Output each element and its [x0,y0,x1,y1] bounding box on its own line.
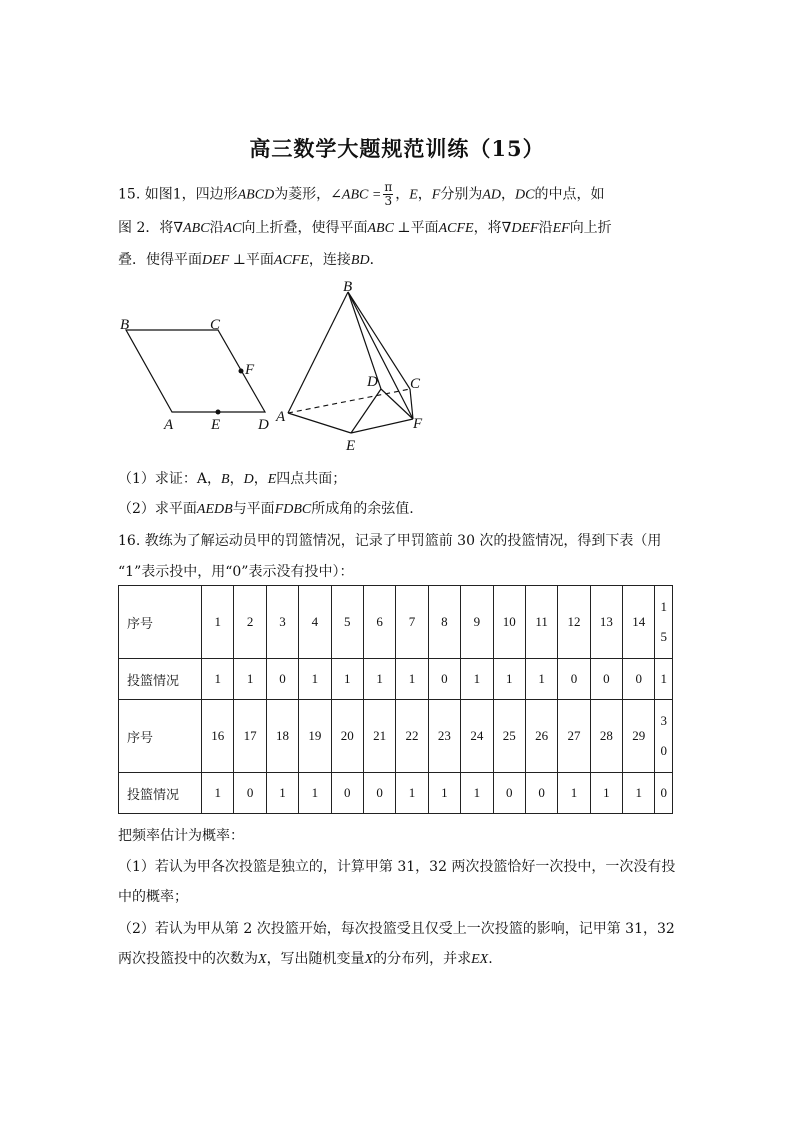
text: ， [253,471,268,487]
cell: 1 [202,659,234,700]
label-c: C [410,376,421,392]
math: AC [223,221,242,236]
cell: 1 [299,773,331,814]
text: ， [501,186,515,203]
edge-ac-hidden [288,389,410,413]
cell: 1 [234,659,266,700]
cell: 26 [525,700,557,773]
cell: 1 [461,773,493,814]
text: ， [417,186,432,203]
math: ABCD [237,187,275,203]
text: 图 2．将 [118,220,174,236]
label-c: C [210,317,221,333]
page-title: 高三数学大题规范训练（15） [249,136,545,161]
row-header: 投篮情况 [119,773,202,814]
math: ∇ABC [173,221,210,236]
edge-bf [348,292,413,419]
cell: 0 [363,773,395,814]
cell: 22 [396,700,428,773]
cell: 1 [266,773,298,814]
cell [655,586,673,659]
digit: 3 [660,713,667,728]
cell: 9 [461,586,493,659]
row-header: 序号 [119,586,202,659]
cell: 1 [655,659,673,700]
text: 平面 [245,252,274,268]
cell: 1 [331,659,363,700]
q16-after-table: 把频率估计为概率： [118,828,244,844]
cell: 1 [202,586,234,659]
cell: 14 [623,586,655,659]
q16-intro-line-1: 16. 教练为了解运动员甲的罚篮情况，记录了甲罚篮前 30 次的投篮情况，得到下表（用 [118,533,662,549]
text: 的中点，如 [534,186,605,203]
text: 为菱形， [274,186,331,203]
cell: 11 [525,586,557,659]
cell: 23 [428,700,460,773]
cell: 28 [590,700,622,773]
label-e: E [346,438,356,454]
text: 叠．使得平面 [118,252,202,268]
q16-part-1-line-2: 中的概率； [118,889,188,905]
cell: 27 [558,700,590,773]
cell: 0 [655,773,673,814]
q16-part-2-line-1: （2）若认为甲从第 2 次投篮开始，每次投篮受且仅受上一次投篮的影响，记甲第 31，32 [118,921,675,937]
cell: 25 [493,700,525,773]
cell: 24 [461,700,493,773]
label-f: F [245,362,255,378]
math: ∇DEF [501,221,539,236]
cell: 3 [266,586,298,659]
math: ACFE [438,221,474,236]
cell: 1 [202,773,234,814]
cell: 1 [396,659,428,700]
text: ． [369,252,384,268]
cell: 19 [299,700,331,773]
cell: 20 [331,700,363,773]
figure-2-folded-solid [275,279,423,454]
text: 分别为 [440,186,483,203]
text: 向上折 [569,220,612,236]
text: 所成角的余弦值. [311,501,414,517]
fraction-numerator: π [384,180,393,194]
cell: 0 [234,773,266,814]
text: ， [229,471,244,487]
digit: 5 [660,629,667,644]
label-a: A [164,417,174,433]
cell: 1 [396,773,428,814]
digit: 1 [660,599,667,614]
edge-de [351,389,381,433]
cell: 1 [363,659,395,700]
geometry-figures [0,0,794,470]
edge-df [381,389,413,419]
edge-ba [288,292,348,413]
cell: 8 [428,586,460,659]
label-b: B [343,279,353,295]
text: 四点共面； [276,471,347,487]
label-b: B [120,317,130,333]
text: 沿 [538,220,553,236]
cell: 17 [234,700,266,773]
cell [655,700,673,773]
text: 的分布列，并求 [373,951,472,967]
cell: 18 [266,700,298,773]
edge-ae [288,413,351,433]
row-header: 投篮情况 [119,659,202,700]
cell: 1 [299,659,331,700]
digit: 0 [660,743,667,758]
edge-ef [351,419,413,433]
text: ，写出随机变量 [266,951,365,967]
cell: 0 [331,773,363,814]
cell: 7 [396,586,428,659]
cell: 2 [234,586,266,659]
label-d: D [258,417,269,433]
shot-record-table [118,585,673,814]
text: ，连接 [308,252,351,268]
text: ，将 [473,220,502,236]
label-a: A [276,409,286,425]
cell: 21 [363,700,395,773]
cell: 1 [590,773,622,814]
cell: 6 [363,586,395,659]
label-d: D [367,374,378,390]
math: ∠ABC = [330,187,382,203]
text: 平面 [410,220,439,236]
cell: 5 [331,586,363,659]
cell: 4 [299,586,331,659]
math: EX [471,952,489,967]
math: F [431,187,441,203]
cell: 12 [558,586,590,659]
cell: 1 [493,659,525,700]
cell: 0 [623,659,655,700]
label-f: F [413,416,423,432]
math: B [221,472,230,487]
q16-part-1-line-1: （1）若认为甲各次投篮是独立的，计算甲第 31，32 两次投篮恰好一次投中，一次没有投 [118,859,676,875]
math: E [409,187,418,203]
point-f [239,369,244,374]
math: AD [482,187,501,203]
cell: 1 [461,659,493,700]
row-header: 序号 [119,700,202,773]
table-row [119,659,673,700]
text: （2）求平面 [118,501,197,517]
math: X [364,952,374,967]
cell: 29 [623,700,655,773]
math: D [243,472,254,487]
text: 向上折叠，使得平面 [241,220,368,236]
math: ABC ⊥ [367,221,411,236]
fraction-denominator: 3 [384,194,393,208]
table-row [119,773,673,814]
math: E [267,472,277,487]
text: ， [395,186,410,203]
text: （1）求证：A， [118,471,222,487]
q16-intro-line-2: “1”表示投中，用“0”表示没有投中）： [118,564,354,580]
table-row [119,586,673,659]
cell: 0 [493,773,525,814]
q16-part-2-line-2 [118,948,493,968]
cell: 0 [590,659,622,700]
cell: 0 [558,659,590,700]
table-row [119,700,673,773]
text: 15. 如图1，四边形 [118,186,238,203]
math: DEF ⊥ [202,253,246,268]
point-e [216,410,221,415]
math: AEDB [196,502,233,517]
math: X [258,952,267,967]
cell: 0 [525,773,557,814]
figure-1-rhombus [120,317,269,433]
math: BD [350,253,370,268]
math: EF [552,221,570,236]
math: FDBC [274,502,312,517]
edge-bc [348,292,410,389]
text: 与平面 [232,501,275,517]
label-e: E [211,417,221,433]
cell: 0 [428,659,460,700]
cell: 16 [202,700,234,773]
q15-part-2 [118,498,414,518]
q15-part-1 [118,468,346,488]
cell: 1 [525,659,557,700]
text: 沿 [209,220,224,236]
math: ACFE [273,253,309,268]
math: DC [515,187,535,203]
cell: 13 [590,586,622,659]
text: 两次投篮投中的次数为 [118,951,258,967]
cell: 1 [623,773,655,814]
cell: 0 [266,659,298,700]
text: . [488,951,493,967]
cell: 1 [428,773,460,814]
cell: 10 [493,586,525,659]
cell: 1 [558,773,590,814]
